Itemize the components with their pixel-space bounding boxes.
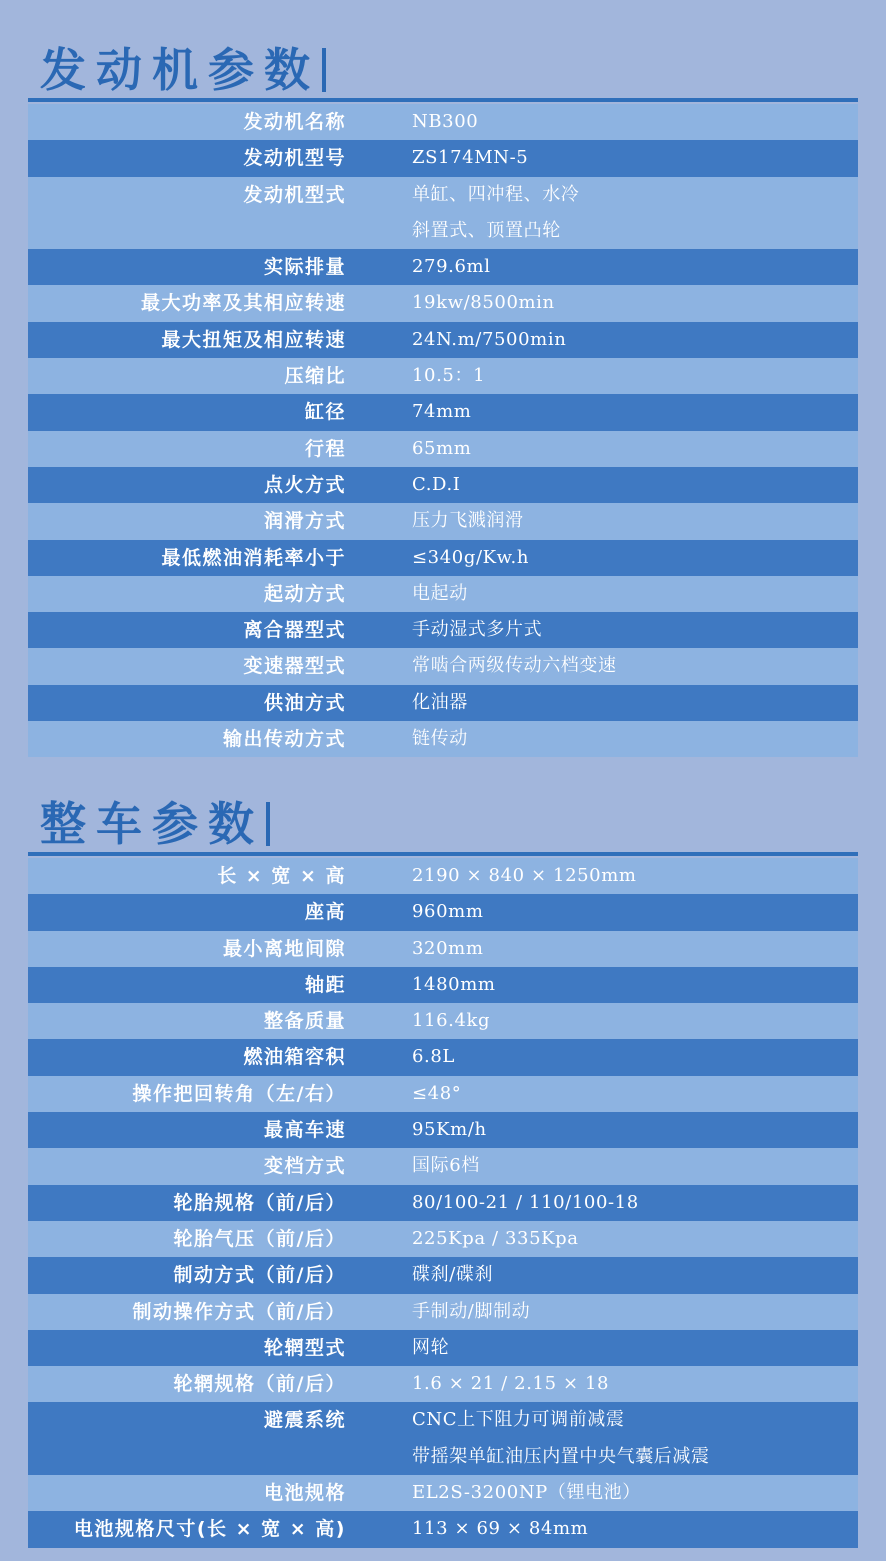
spec-row [28, 931, 858, 967]
spec-row [28, 467, 858, 503]
spec-value: ≤340g/Kw.h [412, 546, 530, 568]
spec-value: 113 × 69 × 84mm [412, 1518, 589, 1540]
spec-value: 65mm [412, 437, 472, 459]
spec-label: 发动机型式 [243, 183, 346, 206]
spec-value: 10.5：1 [412, 365, 486, 387]
spec-label: 润滑方式 [263, 510, 346, 533]
engine-title-rule [28, 98, 858, 102]
spec-value: 电起动 [412, 582, 468, 604]
spec-row [28, 1185, 858, 1221]
spec-value: 手制动/脚制动 [412, 1300, 531, 1322]
spec-row [28, 858, 858, 894]
spec-value: 24N.m/7500min [412, 328, 567, 350]
spec-row [28, 1511, 858, 1547]
spec-label: 供油方式 [263, 691, 346, 714]
spec-row [28, 285, 858, 321]
spec-label: 避震系统 [263, 1409, 346, 1432]
spec-label: 轴距 [304, 973, 346, 996]
engine-section-title [40, 42, 326, 98]
spec-value: 95Km/h [412, 1119, 487, 1141]
spec-row [28, 140, 858, 176]
spec-value: NB300 [412, 111, 479, 132]
spec-value: 6.8L [412, 1046, 455, 1068]
spec-value: 960mm [412, 901, 484, 923]
spec-value: ≤48° [412, 1082, 462, 1104]
spec-row [28, 967, 858, 1003]
spec-label: 轮辋规格（前/后） [173, 1373, 346, 1396]
spec-label: 实际排量 [263, 256, 346, 279]
spec-label: 轮胎气压（前/后） [173, 1227, 346, 1250]
spec-value: 压力飞溅润滑 [412, 510, 524, 532]
vehicle-spec-table [28, 858, 858, 1548]
spec-label: 电池规格尺寸(长 × 宽 × 高) [73, 1518, 346, 1541]
spec-row [28, 1475, 858, 1511]
spec-row [28, 1294, 858, 1330]
spec-label: 压缩比 [284, 365, 346, 388]
spec-label: 座高 [304, 901, 346, 924]
spec-label: 发动机名称 [243, 111, 346, 133]
spec-row [28, 612, 858, 648]
spec-row [28, 503, 858, 539]
spec-row [28, 104, 858, 140]
spec-row [28, 1402, 858, 1475]
spec-value: 116.4kg [412, 1010, 491, 1032]
spec-row [28, 1257, 858, 1293]
spec-row [28, 1003, 858, 1039]
spec-label: 最大扭矩及相应转速 [161, 328, 346, 351]
spec-row [28, 721, 858, 757]
spec-label: 离合器型式 [243, 619, 346, 642]
spec-value: 单缸、四冲程、水冷 [412, 183, 580, 205]
spec-value: 74mm [412, 401, 472, 423]
spec-row [28, 394, 858, 430]
spec-value: EL2S-3200NP（锂电池） [412, 1482, 641, 1504]
spec-row [28, 540, 858, 576]
spec-value: 2190 × 840 × 1250mm [412, 865, 637, 886]
engine-title-text: 发动机参数 [40, 43, 320, 97]
spec-value: 国际6档 [412, 1155, 480, 1177]
spec-row [28, 576, 858, 612]
spec-row [28, 358, 858, 394]
spec-label: 制动操作方式（前/后） [132, 1300, 346, 1323]
spec-value: 化油器 [412, 691, 468, 713]
spec-value: 320mm [412, 937, 484, 959]
spec-label: 最小离地间隙 [222, 937, 346, 960]
spec-value: CNC上下阻力可调前减震 [412, 1409, 625, 1431]
spec-label: 操作把回转角（左/右） [132, 1082, 346, 1105]
spec-value: 网轮 [412, 1336, 450, 1358]
spec-value: 19kw/8500min [412, 292, 555, 314]
spec-row [28, 1112, 858, 1148]
spec-value: 1480mm [412, 973, 496, 995]
spec-value: 80/100-21 / 110/100-18 [412, 1191, 639, 1213]
spec-value: C.D.I [412, 473, 461, 495]
spec-value: 225Kpa / 335Kpa [412, 1227, 579, 1249]
spec-row [28, 431, 858, 467]
spec-row [28, 177, 858, 250]
spec-row [28, 648, 858, 684]
spec-label: 轮辋型式 [263, 1336, 346, 1359]
vehicle-section-title [40, 796, 270, 852]
spec-row [28, 1330, 858, 1366]
engine-spec-table [28, 104, 858, 757]
spec-label: 变速器型式 [243, 655, 346, 678]
spec-label: 点火方式 [263, 473, 346, 496]
title-accent-bar [322, 48, 326, 92]
spec-label: 轮胎规格（前/后） [173, 1191, 346, 1214]
spec-value: 279.6ml [412, 256, 491, 278]
spec-row [28, 1148, 858, 1184]
spec-label: 整备质量 [263, 1010, 346, 1033]
spec-value: 常啮合两级传动六档变速 [412, 655, 617, 677]
spec-value: 手动湿式多片式 [412, 619, 543, 641]
spec-label: 发动机型号 [243, 147, 346, 170]
spec-row [28, 1221, 858, 1257]
spec-label: 电池规格 [263, 1482, 346, 1505]
spec-label: 输出传动方式 [222, 728, 346, 751]
spec-value: 碟刹/碟刹 [412, 1264, 494, 1286]
spec-value-line2: 斜置式、顶置凸轮 [412, 219, 561, 241]
spec-value: 链传动 [412, 728, 468, 750]
spec-row [28, 322, 858, 358]
spec-label: 最大功率及其相应转速 [140, 292, 346, 315]
spec-label: 制动方式（前/后） [173, 1264, 346, 1287]
vehicle-title-text: 整车参数 [40, 797, 264, 851]
spec-row [28, 685, 858, 721]
spec-value-line2: 带摇架单缸油压内置中央气囊后减震 [412, 1445, 710, 1467]
spec-label: 长 × 宽 × 高 [217, 865, 346, 887]
spec-row [28, 894, 858, 930]
spec-label: 最高车速 [263, 1119, 346, 1142]
spec-label: 行程 [304, 437, 346, 460]
spec-row [28, 249, 858, 285]
spec-label: 最低燃油消耗率小于 [161, 546, 346, 569]
spec-row [28, 1366, 858, 1402]
spec-row [28, 1076, 858, 1112]
spec-value: ZS174MN-5 [412, 147, 529, 169]
title-accent-bar [266, 802, 270, 846]
spec-row [28, 1039, 858, 1075]
vehicle-title-rule [28, 852, 858, 856]
spec-value: 1.6 × 21 / 2.15 × 18 [412, 1373, 610, 1395]
spec-label: 燃油箱容积 [243, 1046, 346, 1069]
spec-label: 变档方式 [263, 1155, 346, 1178]
spec-label: 起动方式 [263, 582, 346, 605]
spec-label: 缸径 [304, 401, 346, 424]
